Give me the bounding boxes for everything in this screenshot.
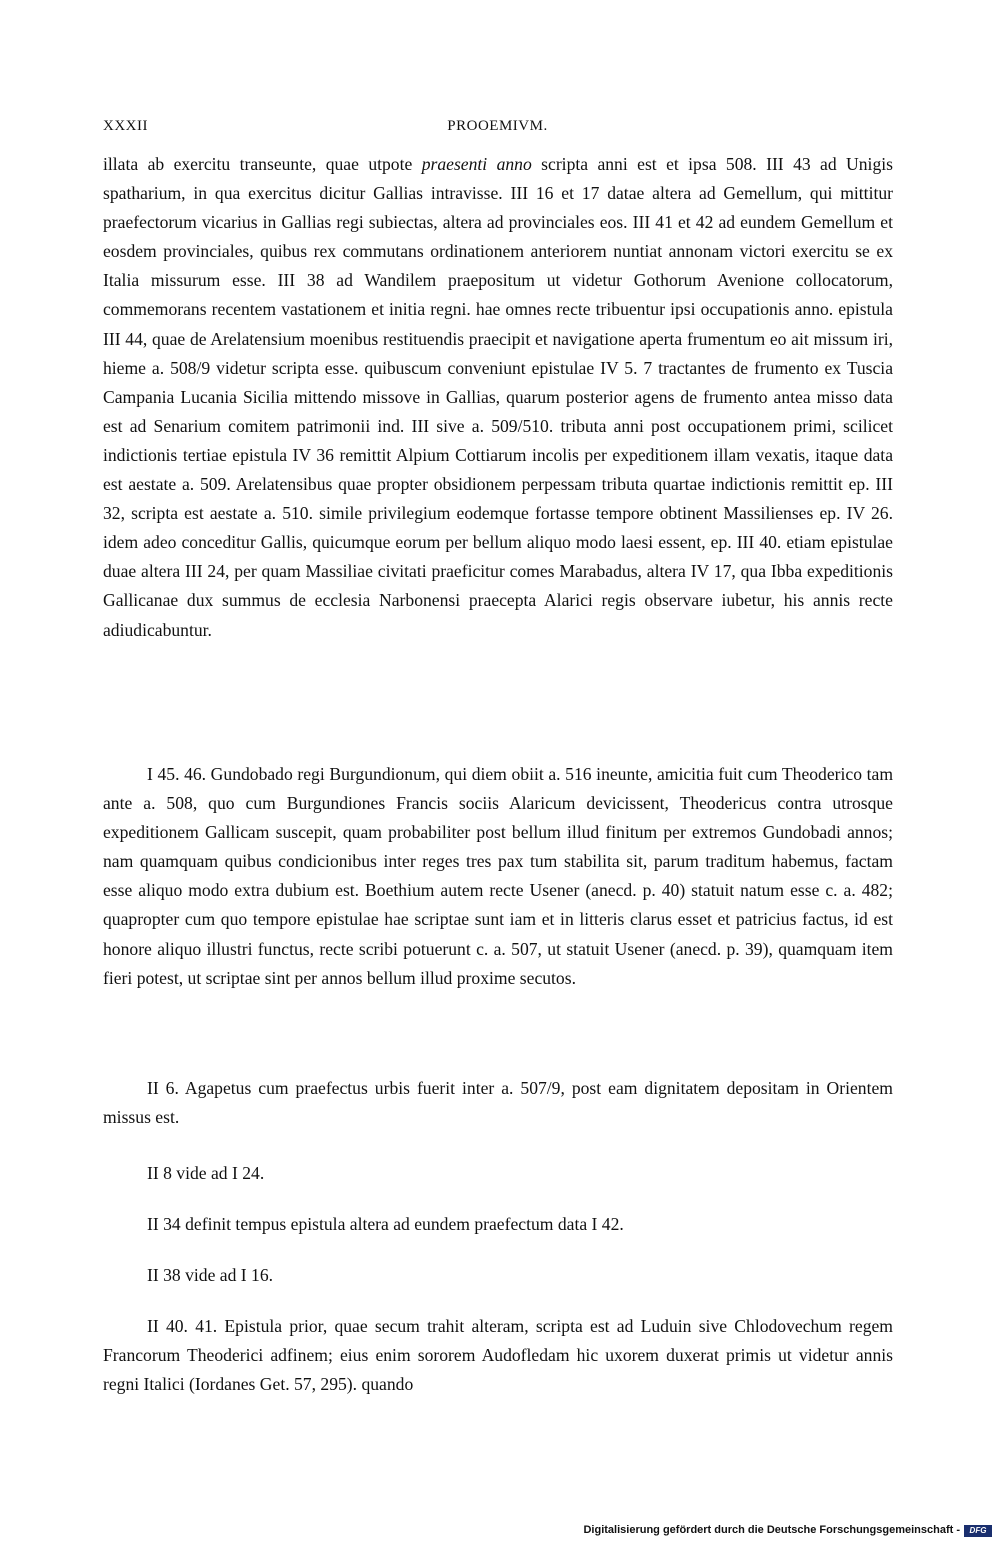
paragraph-3: II 6. Agapetus cum praefectus urbis fuerit inter a. 507/9, post eam dignitatem depositam in Orientem missus est. — [103, 1078, 893, 1128]
paragraph-2: I 45. 46. Gundobado regi Burgundionum, qui diem obiit a. 516 ineunte, amicitia fuit cum Theoderico tam ante a. 508, quo cum Burgundiones Francis sociis Alaricum devicissent, Theodericus contra utrosque expeditionem Gallicam suscepit, quam probabiliter post bellum illud finitum per extremos Gundobadi annos; nam quamquam quibus condicionibus inter reges tres pax tum stabilita sit, parum traditum habemus, factam esse aliquo modo extra dubium est. Boethium autem recte Usener (anecd. p. 40) statuit natum esse c. a. 482; quapropter cum quo tempore epistulae hae scriptae sunt iam et in litteris clarus esset et patricius factus, id est honore aliquo illustri functus, recte scribi potuerunt c. a. 507, ut statuit Usener (anecd. p. 39), quamquam item fieri potest, ut scriptae sint per annos bellum illud proxime secutos. — [103, 764, 893, 988]
running-title: PROOEMIVM. — [447, 118, 548, 134]
paragraph-4: II 8 vide ad I 24. — [147, 1163, 265, 1183]
funding-credit: Digitalisierung gefördert durch die Deutsche Forschungsgemeinschaft - — [583, 1524, 960, 1536]
footer-bar — [0, 1521, 1000, 1542]
paragraph-1-italic: praesenti anno — [421, 154, 532, 174]
dfg-logo: DFG — [964, 1525, 992, 1537]
paragraph-1-text-a: illata ab exercitu transeunte, quae utpote — [103, 154, 422, 174]
paragraph-1 — [103, 150, 893, 645]
paragraph-5: II 34 definit tempus epistula altera ad eundem praefectum data I 42. — [147, 1214, 624, 1234]
paragraph-7: II 40. 41. Epistula prior, quae secum trahit alteram, scripta est ad Luduin sive Chlodovechum regem Francorum Theoderici adfinem; eius enim sororem Audofledam hic uxorem duxerat primis ut videtur annis regni Italici (Iordanes Get. 57, 295). quando — [103, 1316, 893, 1395]
page-header — [103, 118, 892, 138]
page-number: XXXII — [103, 118, 148, 134]
paragraph-1-text-b: scripta anni est et ipsa 508. III 43 ad Unigis spatharium, in qua exercitus dicitur Gallias intravisse. III 16 et 17 datae altera ad Gemellum, qui mittitur praefectorum vicarius in Gallias regi subiectas, altera ad provinciales eos. III 41 et 42 ad eundem Gemellum et eosdem provinciales, quibus rex commutans ordinationem anteriorem nuntiat annonam victori exercitu se ex Italia missurum esse. III 38 ad Wandilem praepositum ut videtur Gothorum Avenione collocatorum, commemorans recentem vastationem et initia regni. hae omnes recte tribuentur ipsi occupationis anno. epistula III 44, quae de Arelatensium moenibus restituendis praecipit et navigatione aperta frumentum eo ait missum iri, hieme a. 508/9 videtur scripta esse. quibuscum conveniunt epistulae IV 5. 7 tractantes de frumento ex Tuscia Campania Lucania Sicilia mittendo missove in Gallias, quarum posterior agens de frumento antea misso data est ad Senarium comitem patrimonii ind. III sive a. 509/510. tributa anni post occupationem primi, scilicet indictionis tertiae epistula IV 36 remittit Alpium Cottiarum incolis per expeditionem illam vexatis, itaque data est aestate a. 509. Arelatensibus quae propter obsidionem perpessam tributa quartae indictionis remittit ep. III 32, scripta est aestate a. 510. simile privilegium eodemque fortasse tempore obtinent Massilienses ep. IV 26. idem adeo conceditur Gallis, quicumque eorum per bellum aliquo modo laesi essent, ep. III 40. etiam epistulae duae altera III 24, per quam Massiliae civitati praeficitur comes Marabadus, altera IV 17, qua Ibba expeditionis Gallicanae dux summus de ecclesia Narbonensi praecepta Alarici regis observare iubetur, his annis recte adiudicabuntur. — [103, 154, 893, 640]
paragraph-6: II 38 vide ad I 16. — [147, 1265, 274, 1285]
